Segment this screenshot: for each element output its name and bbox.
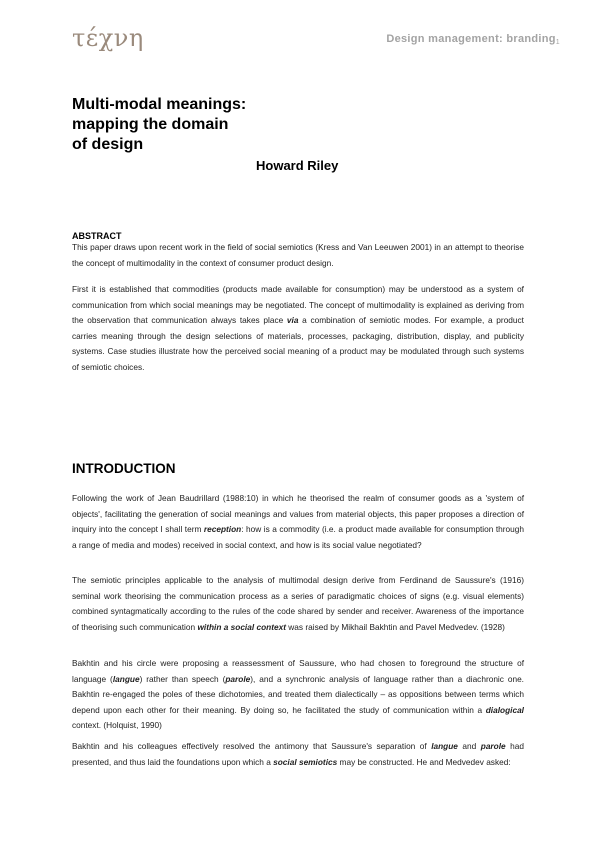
page-number: 1 xyxy=(555,39,560,46)
journal-logo: τέχνη xyxy=(72,24,144,52)
author-name: Howard Riley xyxy=(256,158,339,173)
intro-paragraph-2: The semiotic principles applicable to the analysis of multimodal design derive from Ferdinand de Saussure's (1916) seminal work theorising the communication process as a series of paradigmatic choices of signs (e.g. visual elements) combined syntagmatically according to the rules of the code shared by sender and receiver. Awareness of the importance of theorising such communication within a social context was raised by Mikhail Bakhtin and Pavel Medvedev. (1928) xyxy=(72,575,524,632)
title-line-1: Multi-modal meanings: xyxy=(72,96,247,113)
abstract-heading: ABSTRACT xyxy=(72,231,122,241)
title-line-2: mapping the domain xyxy=(72,116,229,133)
intro-paragraph-1: Following the work of Jean Baudrillard (1988:10) in which he theorised the realm of consumer goods as a 'system of objects', facilitating the generation of social meanings and values from material objects, this paper proposes a direction of inquiry into the concept I shall term reception: how is a commodity (i.e. a product made available for consumption through a range of media and modes) received in social context, and how is its social value negotiated? xyxy=(72,493,524,550)
abstract-paragraph-1: This paper draws upon recent work in the field of social semiotics (Kress and Van Leeuwen 2001) in an attempt to theorise the concept of multimodality in the context of consumer product design. xyxy=(72,242,524,268)
introduction-heading: INTRODUCTION xyxy=(72,461,176,476)
abstract-paragraph-2: First it is established that commodities (products made available for consumption) may be understood as a system of communication from which social meanings may be negotiated. The concept of multimodality is explained as deriving from the observation that communication always takes place via a combination of semiotic modes. For example, a product carries meaning through the design selections of materials, processes, packaging, distribution, display, and publicity systems. Case studies illustrate how the perceived social meaning of a product may be modulated through such systems of semiotic choices. xyxy=(72,284,524,372)
intro-paragraph-3: Bakhtin and his circle were proposing a reassessment of Saussure, who had chosen to foreground the structure of language (langue) rather than speech (parole), and a synchronic analysis of language rather than a diachronic one. Bakhtin re-engaged the poles of these dichotomies, and treated them dialectically – as oppositions between terms which depend upon each other for their meaning. By doing so, he facilitated the study of communication within a dialogical context. (Holquist, 1990) xyxy=(72,658,524,730)
running-head xyxy=(386,33,560,46)
intro-paragraph-4: Bakhtin and his colleagues effectively resolved the antimony that Saussure's separation of langue and parole had presented, and thus laid the foundations upon which a social semiotics may be constructed. He and Medvedev asked: xyxy=(72,741,524,767)
running-head-text: Design management: branding xyxy=(386,33,556,45)
title-line-3: of design xyxy=(72,136,144,153)
paper-title xyxy=(72,95,246,155)
